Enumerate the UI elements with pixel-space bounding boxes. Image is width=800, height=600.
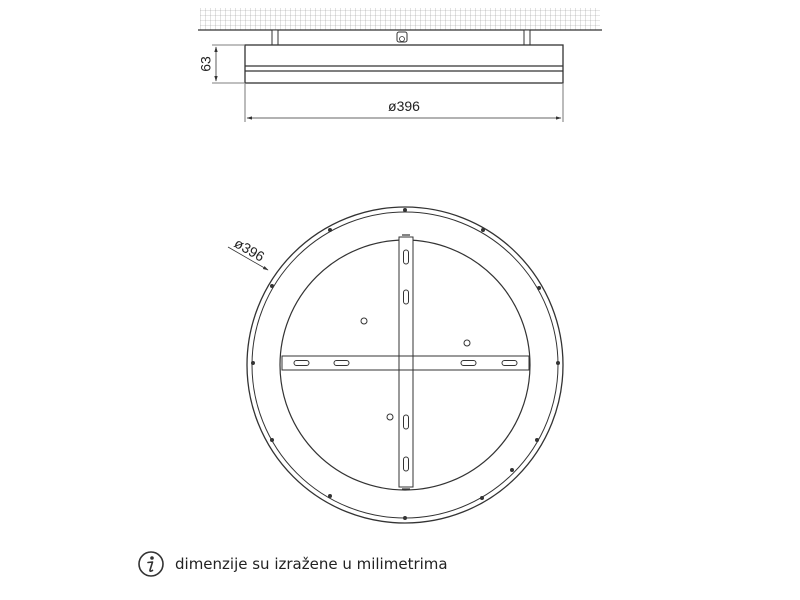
info-icon <box>137 550 165 578</box>
bracket-center-overlap <box>399 356 413 370</box>
top-diameter-label: ø396 <box>231 234 268 265</box>
rim-screw <box>510 468 514 472</box>
height-label: 63 <box>197 56 214 72</box>
rim-screw <box>270 438 274 442</box>
plate-screw <box>464 340 470 346</box>
mount-bracket-right <box>524 30 530 45</box>
rim-screw <box>328 228 332 232</box>
rim-screw <box>403 516 407 520</box>
plate-screw <box>361 318 367 324</box>
rim-screw <box>480 496 484 500</box>
ceiling-hatch <box>200 8 600 30</box>
units-note-text: dimenzije su izražene u milimetrima <box>175 555 448 573</box>
bracket-slot <box>404 415 409 429</box>
bracket-slot <box>404 250 409 264</box>
mount-bracket-left <box>272 30 278 45</box>
bracket-slot <box>461 361 476 366</box>
mount-screw <box>397 32 407 42</box>
side-view <box>198 8 602 122</box>
bracket-slot <box>294 361 309 366</box>
top-view <box>228 207 563 523</box>
bracket-slot <box>404 457 409 471</box>
rim-screw <box>481 228 485 232</box>
side-diameter-label: ø396 <box>388 98 420 114</box>
rim-screw <box>556 361 560 365</box>
rim-screw <box>270 284 274 288</box>
bracket-slot <box>502 361 517 366</box>
luminaire-body <box>245 45 563 83</box>
rim-screw <box>251 361 255 365</box>
units-note <box>137 549 448 579</box>
bracket-slot <box>404 290 409 304</box>
rim-screw <box>328 494 332 498</box>
plate-screw <box>387 414 393 420</box>
rim-screw <box>535 438 539 442</box>
rim-screw <box>403 208 407 212</box>
rim-screw <box>537 286 541 290</box>
bracket-slot <box>334 361 349 366</box>
